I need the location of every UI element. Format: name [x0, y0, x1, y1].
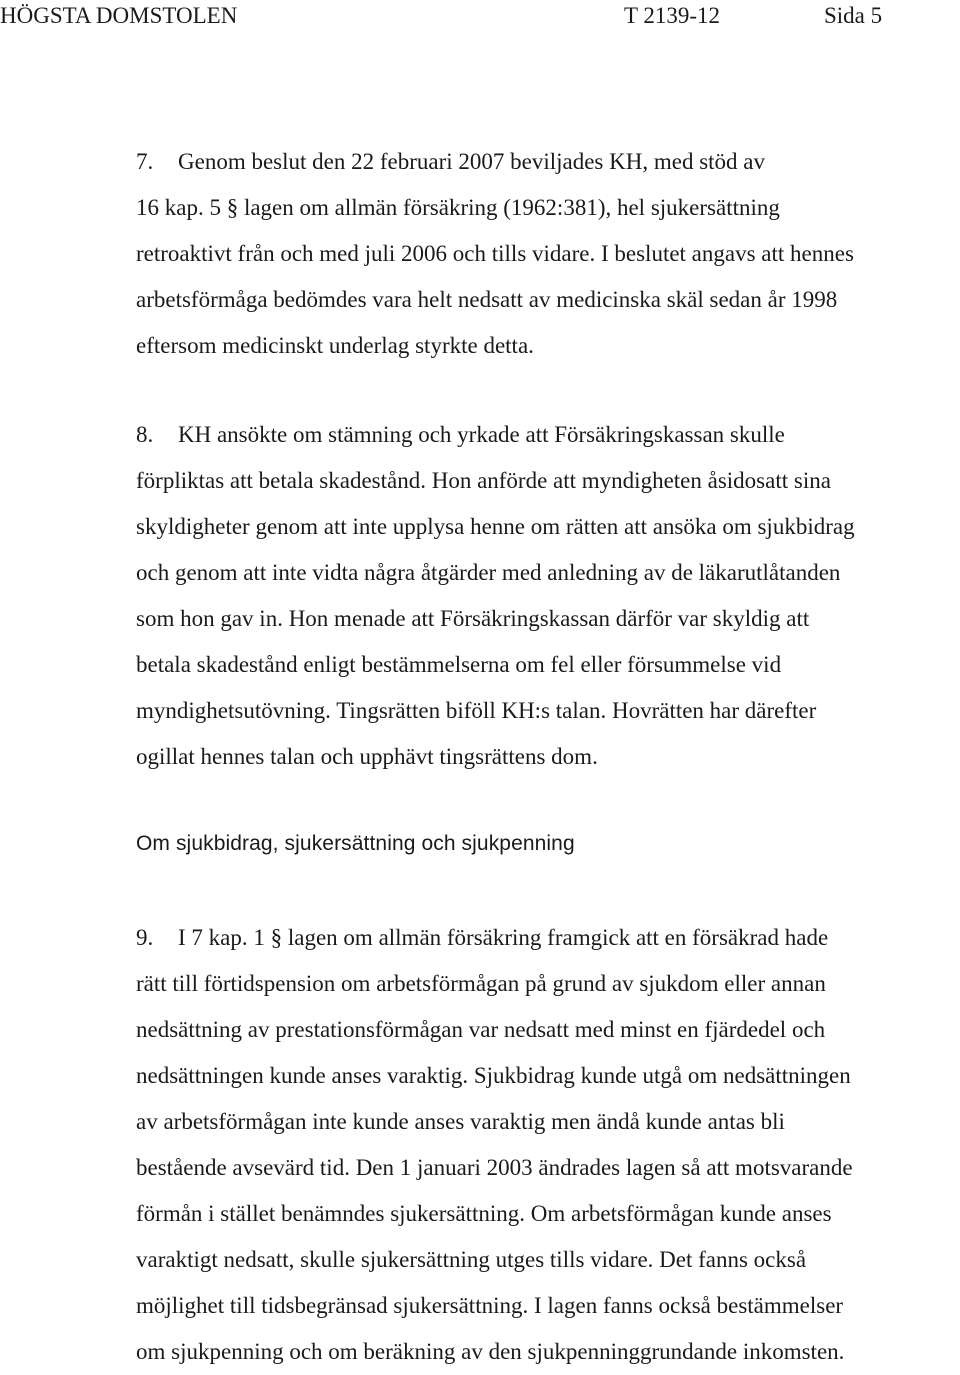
paragraph-9: [136, 915, 956, 1375]
paragraph-line: förmån i stället benämndes sjukersättning. Om arbetsförmågan kunde anses: [136, 1201, 832, 1226]
paragraph-line: 16 kap. 5 § lagen om allmän försäkring (1962:381), hel sjukersättning: [136, 195, 780, 220]
paragraph-line: bestående avsevärd tid. Den 1 januari 2003 ändrades lagen så att motsvarande: [136, 1155, 853, 1180]
paragraph-line: nedsättning av prestationsförmågan var nedsatt med minst en fjärdedel och: [136, 1017, 826, 1042]
page-number: Sida 5: [824, 3, 883, 28]
section-heading: Om sjukbidrag, sjukersättning och sjukpenning: [136, 832, 575, 855]
paragraph-line: myndighetsutövning. Tingsrätten biföll KH:s talan. Hovrätten har därefter: [136, 698, 817, 723]
paragraph-line: 9. I 7 kap. 1 § lagen om allmän försäkring framgick att en försäkrad hade: [136, 915, 956, 961]
court-name: HÖGSTA DOMSTOLEN: [0, 3, 238, 28]
paragraph-number: 7.: [136, 149, 154, 174]
paragraph-line: 8. KH ansökte om stämning och yrkade att Försäkringskassan skulle: [136, 412, 956, 458]
paragraph-8: [136, 412, 956, 780]
paragraph-line: förpliktas att betala skadestånd. Hon anförde att myndigheten åsidosatt sina: [136, 468, 831, 493]
paragraph-line: retroaktivt från och med juli 2006 och tills vidare. I beslutet angavs att hennes: [136, 241, 854, 266]
paragraph-line: och genom att inte vidta några åtgärder med anledning av de läkarutlåtanden: [136, 560, 841, 585]
page-header: [0, 3, 960, 33]
paragraph-number: 9.: [136, 925, 154, 950]
paragraph-line: möjlighet till tidsbegränsad sjukersättning. I lagen fanns också bestämmelser: [136, 1293, 844, 1318]
paragraph-7: [136, 139, 956, 369]
paragraph-line: om sjukpenning och om beräkning av den sjukpenninggrundande inkomsten.: [136, 1339, 845, 1364]
paragraph-line: betala skadestånd enligt bestämmelserna om fel eller försummelse vid: [136, 652, 782, 677]
paragraph-number: 8.: [136, 422, 154, 447]
paragraph-line: 7. Genom beslut den 22 februari 2007 beviljades KH, med stöd av: [136, 139, 956, 185]
paragraph-line: nedsättningen kunde anses varaktig. Sjukbidrag kunde utgå om nedsättningen: [136, 1063, 851, 1088]
case-number: T 2139-12: [624, 3, 721, 28]
paragraph-line: som hon gav in. Hon menade att Försäkringskassan därför var skyldig att: [136, 606, 810, 631]
paragraph-line: ogillat hennes talan och upphävt tingsrättens dom.: [136, 744, 598, 769]
paragraph-line: skyldigheter genom att inte upplysa henne om rätten att ansöka om sjukbidrag: [136, 514, 855, 539]
paragraph-line: arbetsförmåga bedömdes vara helt nedsatt av medicinska skäl sedan år 1998: [136, 287, 838, 312]
paragraph-line: av arbetsförmågan inte kunde anses varaktig men ändå kunde antas bli: [136, 1109, 785, 1134]
paragraph-line: eftersom medicinskt underlag styrkte detta.: [136, 333, 534, 358]
paragraph-line: varaktigt nedsatt, skulle sjukersättning utges tills vidare. Det fanns också: [136, 1247, 807, 1272]
paragraph-line: rätt till förtidspension om arbetsförmågan på grund av sjukdom eller annan: [136, 971, 826, 996]
